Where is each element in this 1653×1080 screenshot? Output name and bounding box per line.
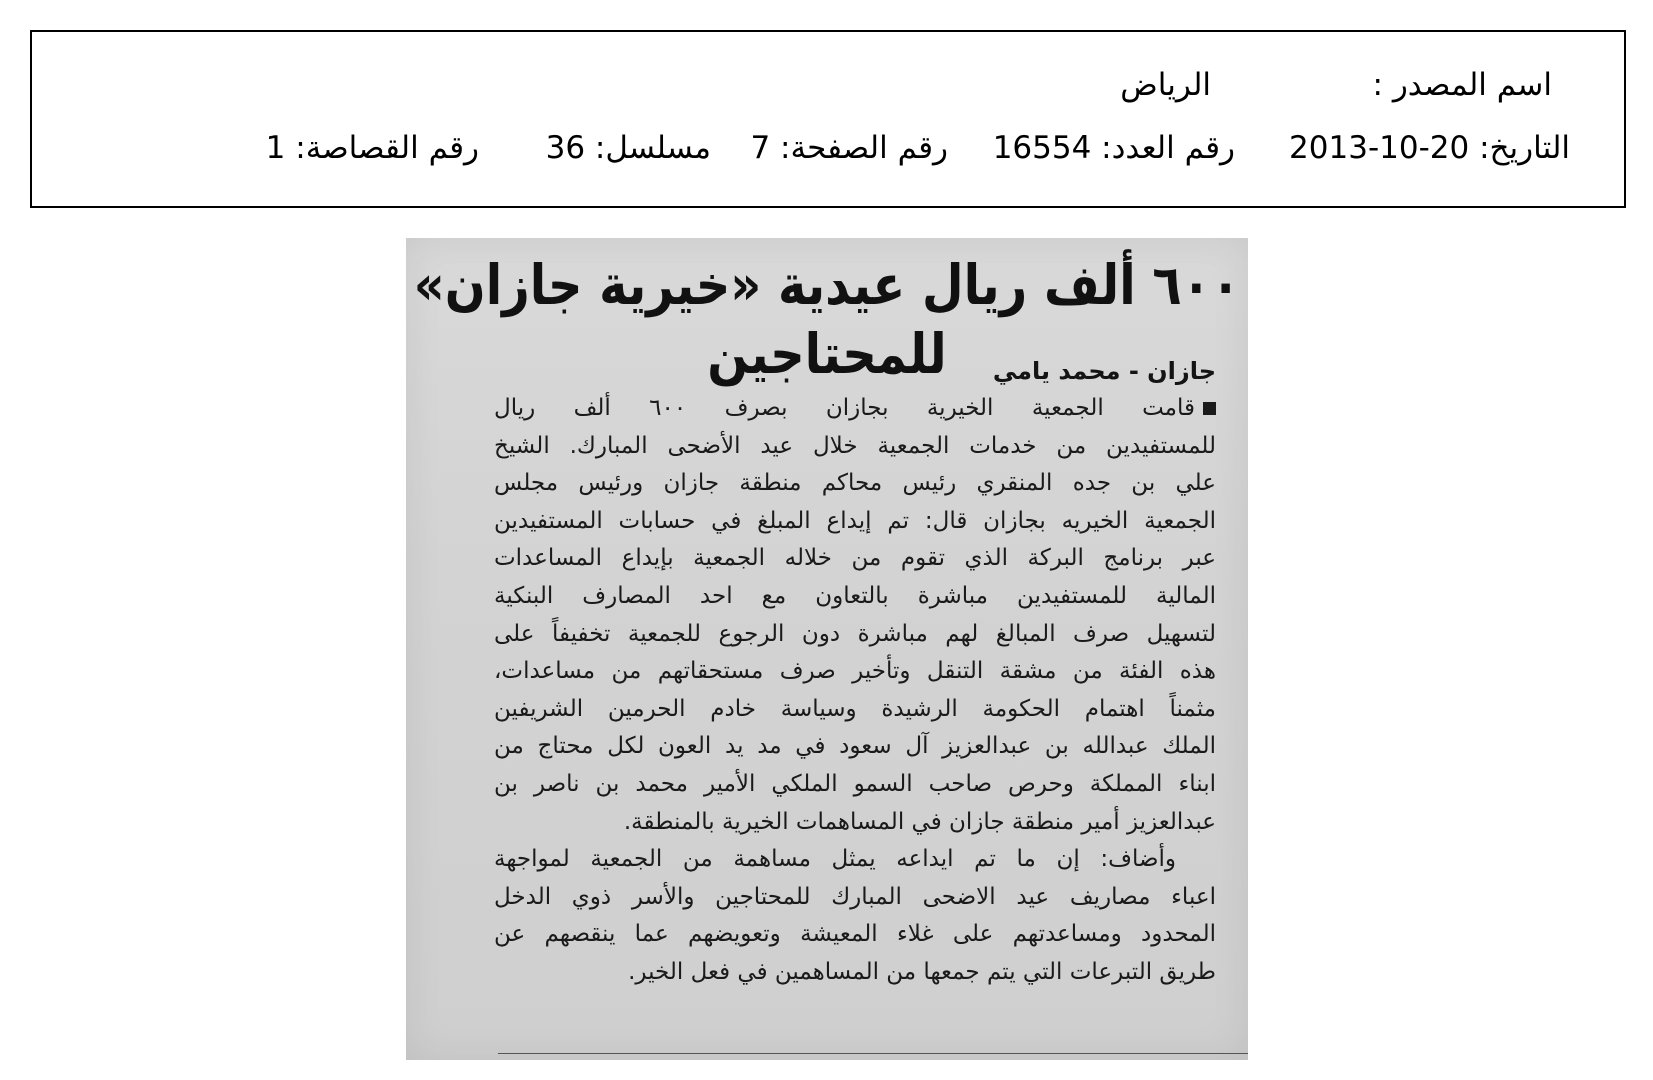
source-label: اسم المصدر :	[1372, 67, 1552, 103]
date-field: التاريخ: 20-10-2013	[1289, 130, 1570, 166]
clipping-number-field: رقم القصاصة: 1	[265, 130, 479, 166]
article-line: هذه الفئة من مشقة التنقل وتأخير صرف مستحقاتهم من مساعدات،	[494, 658, 1216, 685]
article-line: الملك عبدالله بن عبدالعزيز آل سعود في مد يد العون لكل محتاج من	[494, 733, 1216, 760]
article-line: مثمناً اهتمام الحكومة الرشيدة وسياسة خادم الحرمين الشريفين	[494, 695, 1216, 722]
article-line: ابناء المملكة وحرص صاحب السمو الملكي الأمير محمد بن ناصر بن	[494, 770, 1216, 797]
page-number-field: رقم الصفحة: 7	[750, 130, 948, 166]
article-line: لتسهيل صرف المبالغ لهم مباشرة دون الرجوع للجمعية تخفيفاً على	[494, 620, 1216, 647]
issue-number-field: رقم العدد: 16554	[992, 130, 1235, 166]
serial-number-field: مسلسل: 36	[545, 130, 711, 166]
article-line: علي بن جده المنقري رئيس محاكم منطقة جازان ورئيس مجلس	[494, 470, 1216, 497]
newspaper-clipping	[406, 238, 1248, 1060]
clipping-bottom-rule	[498, 1053, 1248, 1054]
source-value: الرياض	[1120, 67, 1211, 103]
article-line: المالية للمستفيدين مباشرة بالتعاون مع احد المصارف البنكية	[494, 582, 1216, 609]
article-byline: جازان - محمد يامي	[992, 357, 1216, 385]
article-line: عبر برنامج البركة الذي تقوم من خلاله الجمعية بإيداع المساعدات	[494, 545, 1216, 572]
metadata-box	[30, 30, 1626, 208]
article-body	[494, 390, 1216, 992]
article-line: للمستفيدين من خدمات الجمعية خلال عيد الأضحى المبارك. الشيخ	[494, 432, 1216, 459]
article-headline: ٦٠٠ ألف ريال عيدية «خيرية جازان» للمحتاجين	[413, 253, 1241, 387]
article-line: وأضاف: إن ما تم ايداعه يمثل مساهمة من الجمعية لمواجهة	[494, 846, 1176, 873]
article-line: اعباء مصاريف عيد الاضحى المبارك للمحتاجين والأسر ذوي الدخل	[494, 883, 1216, 910]
bullet-square-icon	[1203, 402, 1216, 415]
article-line: المحدود ومساعدتهم على غلاء المعيشة وتعويضهم عما ينقصهم عن	[494, 921, 1216, 948]
article-line: قامت الجمعية الخيرية بجازان بصرف ٦٠٠ ألف ريال	[494, 390, 1216, 428]
article-line: طريق التبرعات التي يتم جمعها من المساهمين في فعل الخير.	[628, 958, 1216, 985]
article-line: الجمعية الخيريه بجازان قال: تم إيداع المبلغ في حسابات المستفيدين	[494, 507, 1216, 534]
article-line: عبدالعزيز أمير منطقة جازان في المساهمات الخيرية بالمنطقة.	[623, 808, 1216, 835]
